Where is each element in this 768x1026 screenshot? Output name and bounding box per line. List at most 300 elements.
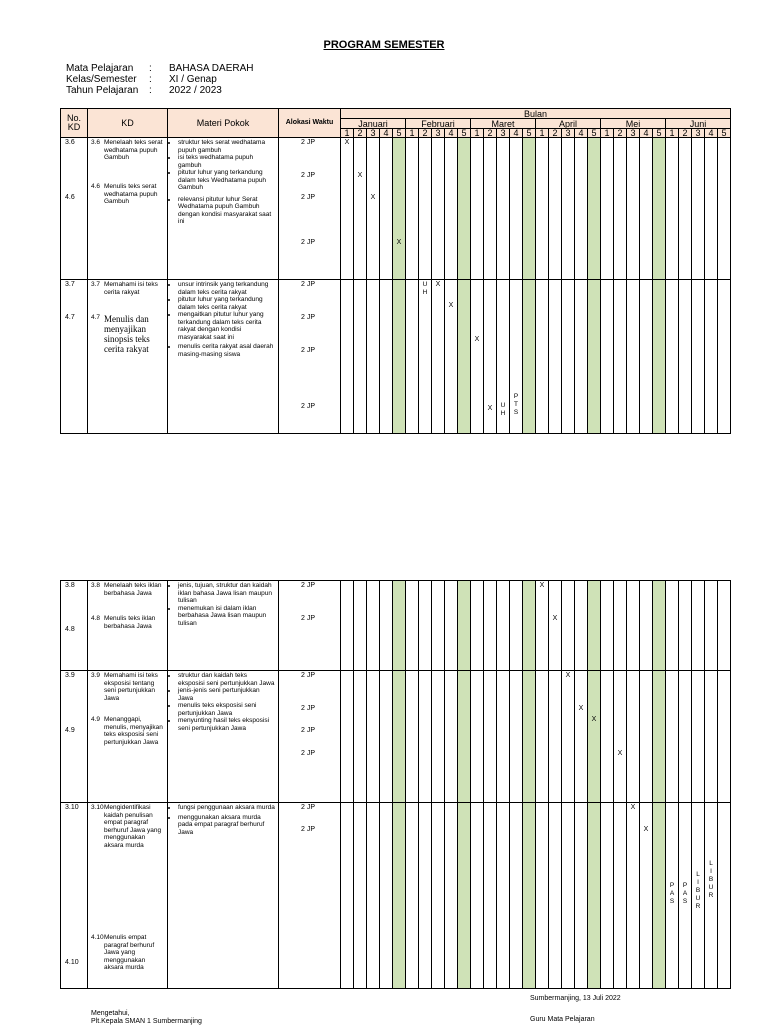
footer-acknowledge: Mengetahui, <box>91 1010 130 1017</box>
week-cell <box>445 280 458 434</box>
week-cell <box>614 671 627 803</box>
week-cell <box>549 280 562 434</box>
info-label: Mata Pelajaran <box>66 63 134 74</box>
week-cell <box>406 803 419 989</box>
schedule-mark: X <box>539 582 545 589</box>
week-number: 3 <box>627 129 640 138</box>
kd-item-number: 4.9 <box>91 716 101 723</box>
week-cell <box>471 671 484 803</box>
week-cell <box>705 581 718 671</box>
materi-item: • menyunting hasil teks eksposisi seni pertunjukkan Jawa <box>178 717 275 732</box>
week-cell <box>575 280 588 434</box>
kd-number: 3.10 <box>65 804 79 811</box>
kd-item-text: Menulis dan menyajikan sinopsis teks cerita rakyat <box>104 314 150 354</box>
week-number: 1 <box>406 129 419 138</box>
week-cell <box>575 803 588 989</box>
info-value: 2022 / 2023 <box>169 85 222 96</box>
kd-item-text: Menulis teks iklan berbahasa Jawa <box>104 615 156 630</box>
schedule-mark: X <box>487 405 493 412</box>
week-number: 4 <box>705 129 718 138</box>
schedule-mark: P A S <box>669 882 675 905</box>
header-alokasi: Alokasi Waktu <box>279 109 341 138</box>
week-cell <box>445 581 458 671</box>
week-cell <box>497 581 510 671</box>
week-cell <box>354 138 367 280</box>
kd-number-cell <box>61 581 88 671</box>
week-cell <box>575 671 588 803</box>
week-cell <box>497 803 510 989</box>
materi-cell <box>168 581 279 671</box>
week-cell <box>562 671 575 803</box>
kd-item-number: 4.10 <box>91 934 104 941</box>
kd-number: 3.9 <box>65 672 75 679</box>
week-cell <box>471 581 484 671</box>
week-cell <box>484 671 497 803</box>
week-cell <box>406 138 419 280</box>
alokasi-value: 2 JP <box>301 239 316 246</box>
week-cell <box>718 138 731 280</box>
week-cell <box>562 138 575 280</box>
week-cell <box>484 581 497 671</box>
week-cell <box>653 138 666 280</box>
week-cell <box>510 138 523 280</box>
week-cell <box>549 138 562 280</box>
kd-item-text: Menanggapi, menulis, menyajikan teks eksposisi seni pertunjukkan Jawa <box>104 716 163 746</box>
week-number: 5 <box>393 129 406 138</box>
week-cell <box>393 138 406 280</box>
week-cell <box>432 803 445 989</box>
kd-item-number: 3.6 <box>91 139 101 146</box>
alokasi-cell <box>279 581 341 671</box>
week-number: 1 <box>536 129 549 138</box>
week-cell <box>536 138 549 280</box>
week-cell <box>536 803 549 989</box>
week-cell <box>523 138 536 280</box>
week-cell <box>562 803 575 989</box>
kd-number: 4.10 <box>65 959 79 966</box>
week-cell <box>367 280 380 434</box>
week-cell <box>523 280 536 434</box>
week-number: 3 <box>562 129 575 138</box>
month-header: Februari <box>406 119 471 129</box>
kd-item-text: Menelaah teks serat wedhatama pupuh Gambuh <box>104 139 163 161</box>
schedule-mark: X <box>552 615 558 622</box>
alokasi-value: 2 JP <box>301 281 316 288</box>
kd-item <box>91 139 165 162</box>
week-cell <box>432 280 445 434</box>
schedule-mark: L I B U R <box>695 871 701 910</box>
week-cell <box>341 138 354 280</box>
week-cell <box>679 138 692 280</box>
kd-item-text: Menulis teks serat wedhatama pupuh Gambuh <box>104 183 158 205</box>
week-cell <box>393 671 406 803</box>
materi-item: • menulis teks eksposisi seni pertunjukkan Jawa <box>178 702 275 717</box>
week-cell <box>549 803 562 989</box>
materi-item: • menemukan isi dalam iklan berbahasa Jawa lisan maupun tulisan <box>178 605 275 628</box>
week-cell <box>510 581 523 671</box>
week-cell <box>406 671 419 803</box>
schedule-mark: X <box>448 302 454 309</box>
alokasi-value: 2 JP <box>301 347 316 354</box>
week-cell <box>679 581 692 671</box>
alokasi-cell <box>279 138 341 280</box>
info-row: Mata Pelajaran : BAHASA DAERAH <box>66 63 254 74</box>
header-kd: KD <box>88 109 168 138</box>
week-cell <box>653 671 666 803</box>
kd-item <box>91 314 165 354</box>
alokasi-value: 2 JP <box>301 172 316 179</box>
week-number: 1 <box>601 129 614 138</box>
week-cell <box>536 581 549 671</box>
week-cell <box>601 671 614 803</box>
schedule-mark: X <box>630 804 636 811</box>
week-number: 3 <box>432 129 445 138</box>
week-cell <box>666 803 679 989</box>
week-cell <box>484 280 497 434</box>
alokasi-value: 2 JP <box>301 826 316 833</box>
week-cell <box>562 581 575 671</box>
alokasi-cell <box>279 280 341 434</box>
week-cell <box>497 280 510 434</box>
week-cell <box>614 581 627 671</box>
alokasi-value: 2 JP <box>301 139 316 146</box>
week-cell <box>614 280 627 434</box>
week-cell <box>549 581 562 671</box>
materi-item: • menulis cerita rakyat asal daerah masing-masing siswa <box>178 343 275 358</box>
week-cell <box>614 138 627 280</box>
week-cell <box>341 671 354 803</box>
schedule-mark: X <box>578 705 584 712</box>
week-cell <box>406 581 419 671</box>
schedule-mark: X <box>565 672 571 679</box>
week-cell <box>705 671 718 803</box>
kd-description-cell <box>88 671 168 803</box>
week-cell <box>445 803 458 989</box>
alokasi-value: 2 JP <box>301 727 316 734</box>
week-number: 4 <box>640 129 653 138</box>
materi-item: • fungsi penggunaan aksara murda <box>178 804 275 812</box>
schedule-table-page2 <box>60 580 731 989</box>
week-cell <box>575 138 588 280</box>
schedule-mark: P A S <box>682 882 688 905</box>
week-cell <box>458 803 471 989</box>
materi-list <box>170 581 275 627</box>
week-number: 2 <box>549 129 562 138</box>
kd-number: 3.6 <box>65 139 75 146</box>
week-cell <box>419 803 432 989</box>
week-cell <box>523 803 536 989</box>
week-cell <box>601 581 614 671</box>
footer-right-date: Sumbermanjing, 13 Juli 2022 <box>530 995 621 1002</box>
kd-item-text: Menelaah teks iklan berbahasa Jawa <box>104 582 162 597</box>
materi-list <box>170 671 275 732</box>
kd-item-number: 3.10 <box>91 804 104 811</box>
kd-item-text: Memahami isi teks cerita rakyat <box>104 281 158 296</box>
schedule-mark: P T S <box>513 393 519 416</box>
week-number: 1 <box>341 129 354 138</box>
week-cell <box>627 671 640 803</box>
week-cell <box>458 280 471 434</box>
month-header: Juni <box>666 119 731 129</box>
kd-number: 4.6 <box>65 194 75 201</box>
week-cell <box>393 803 406 989</box>
materi-list <box>170 803 275 836</box>
month-header: Januari <box>341 119 406 129</box>
header-no-kd: No. KD <box>61 109 88 138</box>
kd-description-cell <box>88 138 168 280</box>
week-cell <box>341 280 354 434</box>
week-cell <box>354 581 367 671</box>
kd-item-number: 3.9 <box>91 672 101 679</box>
week-cell <box>380 803 393 989</box>
kd-number: 4.9 <box>65 727 75 734</box>
week-cell <box>510 671 523 803</box>
week-cell <box>601 280 614 434</box>
week-number: 4 <box>575 129 588 138</box>
week-cell <box>640 138 653 280</box>
info-label: Kelas/Semester <box>66 74 137 85</box>
week-cell <box>601 138 614 280</box>
week-number: 2 <box>614 129 627 138</box>
week-cell <box>653 803 666 989</box>
schedule-table-page1 <box>60 108 731 434</box>
week-cell <box>640 671 653 803</box>
schedule-mark: U H <box>500 402 506 417</box>
kd-description-cell <box>88 803 168 989</box>
alokasi-value: 2 JP <box>301 705 316 712</box>
schedule-mark: X <box>357 172 363 179</box>
document-title: PROGRAM SEMESTER <box>323 39 445 51</box>
kd-number-cell <box>61 138 88 280</box>
week-cell <box>627 280 640 434</box>
schedule-mark: X <box>435 281 441 288</box>
kd-number: 3.7 <box>65 281 75 288</box>
info-block <box>66 63 253 96</box>
materi-item: • pitutur luhur yang terkandung dalam teks Wedhatama pupuh Gambuh <box>178 169 275 192</box>
week-cell <box>432 671 445 803</box>
week-cell <box>562 280 575 434</box>
week-cell <box>692 803 705 989</box>
month-header: Maret <box>471 119 536 129</box>
week-cell <box>627 581 640 671</box>
materi-item: • pitutur luhur yang terkandung dalam teks cerita rakyat <box>178 296 275 311</box>
kd-item-number: 4.7 <box>91 314 101 321</box>
alokasi-value: 2 JP <box>301 615 316 622</box>
schedule-mark: L I B U R <box>708 860 714 899</box>
alokasi-cell <box>279 671 341 803</box>
kd-item <box>91 615 165 630</box>
kd-row <box>61 671 731 803</box>
header-bulan: Bulan <box>341 109 731 119</box>
schedule-mark: X <box>344 139 350 146</box>
week-cell <box>653 581 666 671</box>
week-cell <box>692 671 705 803</box>
week-number: 2 <box>484 129 497 138</box>
alokasi-value: 2 JP <box>301 314 316 321</box>
kd-row <box>61 280 731 434</box>
week-cell <box>679 671 692 803</box>
week-number: 3 <box>367 129 380 138</box>
week-cell <box>653 280 666 434</box>
schedule-mark: X <box>474 336 480 343</box>
week-cell <box>484 803 497 989</box>
alokasi-value: 2 JP <box>301 403 316 410</box>
materi-cell <box>168 671 279 803</box>
week-number: 5 <box>653 129 666 138</box>
week-number: 3 <box>692 129 705 138</box>
week-cell <box>380 138 393 280</box>
materi-cell <box>168 138 279 280</box>
week-cell <box>341 803 354 989</box>
week-cell <box>588 803 601 989</box>
info-value: BAHASA DAERAH <box>169 63 254 74</box>
materi-item: • jenis-jenis seni pertunjukkan Jawa <box>178 687 275 702</box>
week-cell <box>380 280 393 434</box>
alokasi-value: 2 JP <box>301 804 316 811</box>
week-cell <box>367 671 380 803</box>
alokasi-value: 2 JP <box>301 582 316 589</box>
week-cell <box>640 581 653 671</box>
week-cell <box>588 671 601 803</box>
week-cell <box>549 671 562 803</box>
info-row: Tahun Pelajaran : 2022 / 2023 <box>66 85 222 96</box>
schedule-mark: U H <box>422 281 428 296</box>
kd-item <box>91 716 165 746</box>
week-cell <box>484 138 497 280</box>
materi-item: • isi teks wedhatama pupuh gambuh <box>178 154 275 169</box>
week-cell <box>705 280 718 434</box>
week-cell <box>588 581 601 671</box>
kd-row <box>61 138 731 280</box>
month-header: Mei <box>601 119 666 129</box>
week-cell <box>718 803 731 989</box>
week-cell <box>419 280 432 434</box>
week-cell <box>601 803 614 989</box>
kd-number: 3.8 <box>65 582 75 589</box>
week-cell <box>367 581 380 671</box>
week-number: 5 <box>458 129 471 138</box>
kd-item <box>91 672 165 702</box>
week-cell <box>666 581 679 671</box>
alokasi-value: 2 JP <box>301 194 316 201</box>
week-cell <box>666 138 679 280</box>
week-cell <box>367 138 380 280</box>
week-number: 4 <box>445 129 458 138</box>
week-cell <box>510 803 523 989</box>
week-cell <box>679 280 692 434</box>
kd-number-cell <box>61 280 88 434</box>
week-number: 4 <box>510 129 523 138</box>
kd-row <box>61 581 731 671</box>
week-number: 4 <box>380 129 393 138</box>
week-number: 1 <box>471 129 484 138</box>
kd-item-text: Menulis empat paragraf berhuruf Jawa yang menggunakan aksara murda <box>104 934 155 971</box>
materi-list <box>170 138 275 226</box>
week-cell <box>718 671 731 803</box>
kd-item <box>91 934 165 972</box>
kd-description-cell <box>88 581 168 671</box>
alokasi-value: 2 JP <box>301 672 316 679</box>
week-cell <box>432 138 445 280</box>
week-cell <box>354 671 367 803</box>
week-cell <box>497 671 510 803</box>
week-cell <box>640 280 653 434</box>
schedule-mark: X <box>617 750 623 757</box>
materi-item: • struktur dan kaidah teks eksposisi seni pertunjukkan Jawa <box>178 672 275 687</box>
week-cell <box>471 803 484 989</box>
info-label: Tahun Pelajaran <box>66 85 139 96</box>
header-materi: Materi Pokok <box>168 109 279 138</box>
week-cell <box>536 280 549 434</box>
week-cell <box>692 581 705 671</box>
week-cell <box>627 138 640 280</box>
footer-principal: Plt.Kepala SMAN 1 Sumbermanjing <box>91 1018 202 1025</box>
week-cell <box>718 581 731 671</box>
week-cell <box>354 803 367 989</box>
week-cell <box>471 138 484 280</box>
week-cell <box>458 138 471 280</box>
kd-item-number: 3.7 <box>91 281 101 288</box>
kd-item <box>91 183 165 206</box>
materi-list <box>170 280 275 358</box>
kd-item-text: Memahami isi teks eksposisi tentang seni pertunjukkan Jawa <box>104 672 158 702</box>
week-number: 2 <box>354 129 367 138</box>
alokasi-cell <box>279 803 341 989</box>
schedule-mark: X <box>643 826 649 833</box>
materi-item: • relevansi pitutur luhur Serat Wedhatama pupuh Gambuh dengan kondisi masyarakat saat ini <box>178 196 275 226</box>
materi-item: • struktur teks serat wedhatama pupuh gambuh <box>178 139 275 154</box>
week-cell <box>692 280 705 434</box>
week-cell <box>458 671 471 803</box>
kd-number: 4.7 <box>65 314 75 321</box>
week-cell <box>575 581 588 671</box>
info-row: Kelas/Semester : XI / Genap <box>66 74 217 85</box>
kd-item <box>91 281 165 296</box>
kd-description-cell <box>88 280 168 434</box>
kd-number: 4.8 <box>65 626 75 633</box>
schedule-mark: X <box>370 194 376 201</box>
schedule-mark: X <box>591 716 597 723</box>
week-cell <box>679 803 692 989</box>
kd-number-cell <box>61 671 88 803</box>
alokasi-value: 2 JP <box>301 750 316 757</box>
week-number: 5 <box>523 129 536 138</box>
kd-number-cell <box>61 803 88 989</box>
week-cell <box>588 280 601 434</box>
week-cell <box>419 138 432 280</box>
week-number: 5 <box>588 129 601 138</box>
kd-item-number: 3.8 <box>91 582 101 589</box>
materi-item: • mengaitkan pitutur luhur yang terkandung dalam teks cerita rakyat dengan kondisi masyarakat saat ini <box>178 311 275 341</box>
week-cell <box>445 671 458 803</box>
week-cell <box>614 803 627 989</box>
week-cell <box>419 581 432 671</box>
week-number: 5 <box>718 129 731 138</box>
kd-item <box>91 804 165 849</box>
week-cell <box>497 138 510 280</box>
footer-right-teacher: Guru Mata Pelajaran <box>530 1016 595 1023</box>
week-cell <box>666 280 679 434</box>
kd-row <box>61 803 731 989</box>
kd-item-text: Mengidentifikasi kaidah penulisan empat paragraf berhuruf Jawa yang menggunakan aksara murda <box>104 804 162 849</box>
week-cell <box>393 280 406 434</box>
week-cell <box>432 581 445 671</box>
week-cell <box>523 581 536 671</box>
week-cell <box>536 671 549 803</box>
week-cell <box>588 138 601 280</box>
week-cell <box>406 280 419 434</box>
kd-item-number: 4.6 <box>91 183 101 190</box>
